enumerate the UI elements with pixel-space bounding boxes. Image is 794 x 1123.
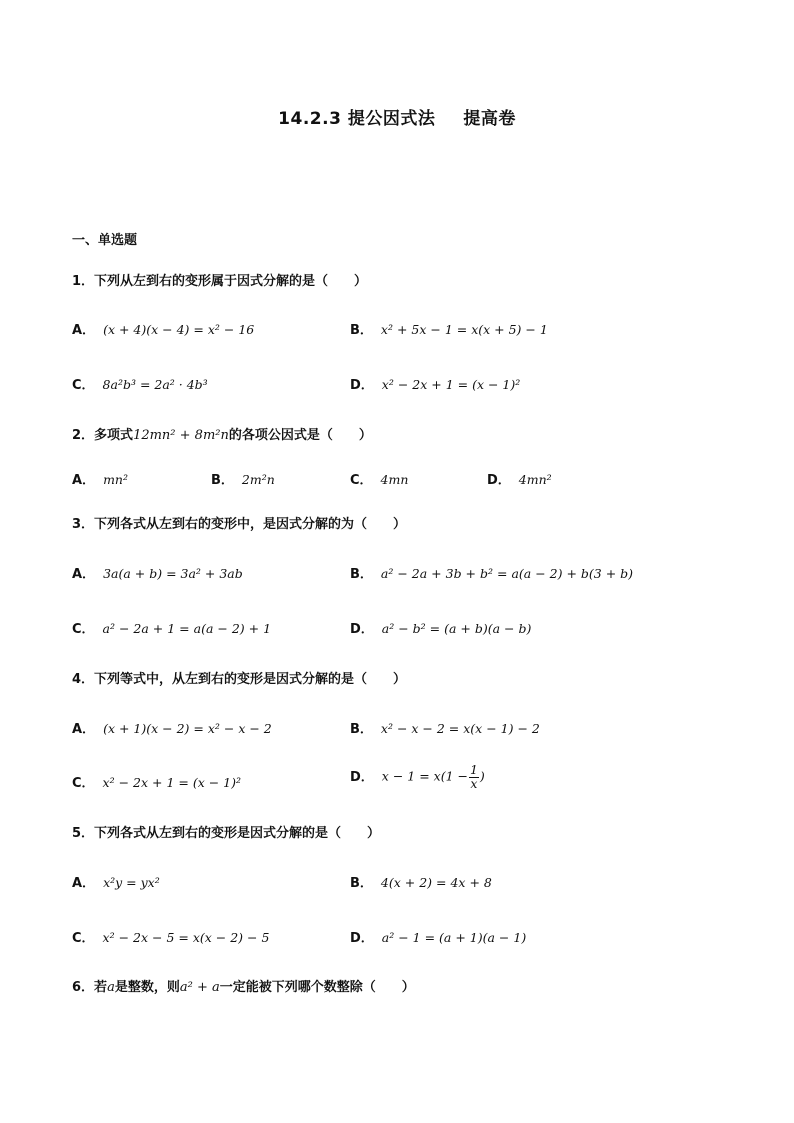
option-label: B． xyxy=(350,722,373,737)
option-math: a² − 2a + 1 = a(a − 2) + 1 xyxy=(102,621,272,636)
q4-option-a xyxy=(72,718,272,737)
q1-option-a xyxy=(72,319,254,338)
q4-option-c xyxy=(72,772,241,791)
q1-option-c xyxy=(72,374,208,393)
option-label: B． xyxy=(211,473,234,488)
option-math: x²y = yx² xyxy=(103,875,160,890)
q5-option-c xyxy=(72,927,269,946)
option-math: x² − 2x + 1 = (x − 1)² xyxy=(381,377,521,392)
fraction xyxy=(469,764,479,790)
option-label: A． xyxy=(72,722,96,737)
q3-option-c xyxy=(72,618,271,637)
q1-option-d xyxy=(350,374,520,393)
option-math: x² + 5x − 1 = x(x + 5) − 1 xyxy=(380,322,548,337)
page-title xyxy=(0,104,794,129)
question-text: 的各项公因式是（ ） xyxy=(228,428,372,443)
q1-option-b xyxy=(350,319,548,338)
option-label: B． xyxy=(350,876,373,891)
question-text: 一定能被下列哪个数整除（ ） xyxy=(219,980,415,995)
question-3 xyxy=(72,513,406,532)
question-text: 下列各式从左到右的变形是因式分解的是（ ） xyxy=(94,826,381,841)
q2-option-b xyxy=(211,469,275,488)
option-math: 2m²n xyxy=(241,472,275,487)
question-number: 5． xyxy=(72,826,95,841)
option-math: x² − x − 2 = x(x − 1) − 2 xyxy=(380,721,540,736)
q2-option-c xyxy=(350,469,408,488)
section-heading: 一、单选题 xyxy=(72,233,138,248)
option-label: C． xyxy=(72,776,95,791)
question-text: 若 xyxy=(94,980,108,995)
option-math: 4mn² xyxy=(518,472,552,487)
title-main: 14.2.3 提公因式法 xyxy=(278,109,436,129)
question-5 xyxy=(72,822,380,841)
option-label: C． xyxy=(72,931,95,946)
option-math: (x + 4)(x − 4) = x² − 16 xyxy=(103,322,255,337)
q5-option-d xyxy=(350,927,526,946)
q4-option-d xyxy=(350,764,485,790)
question-6 xyxy=(72,976,415,995)
option-math: a² − 2a + 3b + b² = a(a − 2) + b(3 + b) xyxy=(380,566,634,581)
fraction-numerator: 1 xyxy=(469,762,478,777)
option-label: D． xyxy=(350,769,374,785)
question-math: 12mn² + 8m²n xyxy=(133,428,229,443)
question-number: 2． xyxy=(72,428,95,443)
option-label: B． xyxy=(350,323,373,338)
option-math: a² − b² = (a + b)(a − b) xyxy=(381,621,532,636)
q2-option-a xyxy=(72,469,128,488)
question-text: 下列等式中，从左到右的变形是因式分解的是（ ） xyxy=(94,672,407,687)
option-math: 3a(a + b) = 3a² + 3ab xyxy=(103,566,243,581)
option-math: x − 1 = x(1 − xyxy=(381,768,468,784)
option-label: A． xyxy=(72,323,96,338)
question-1 xyxy=(72,270,367,289)
question-number: 6． xyxy=(72,980,95,995)
option-label: B． xyxy=(350,567,373,582)
q3-option-b xyxy=(350,563,633,582)
option-math: 4(x + 2) = 4x + 8 xyxy=(380,875,492,890)
question-text: 多项式 xyxy=(94,428,134,443)
question-4 xyxy=(72,668,406,687)
question-number: 4． xyxy=(72,672,95,687)
q2-option-d xyxy=(487,469,552,488)
question-number: 3． xyxy=(72,517,95,532)
option-math: x² − 2x + 1 = (x − 1)² xyxy=(102,775,242,790)
q4-option-b xyxy=(350,718,540,737)
question-2 xyxy=(72,424,372,443)
option-label: A． xyxy=(72,876,96,891)
option-label: D． xyxy=(350,622,374,637)
q3-option-d xyxy=(350,618,531,637)
option-label: D． xyxy=(350,378,374,393)
option-math: (x + 1)(x − 2) = x² − x − 2 xyxy=(103,721,272,736)
q3-option-a xyxy=(72,563,243,582)
option-label: D． xyxy=(350,931,374,946)
q5-option-a xyxy=(72,872,160,891)
question-text: 下列从左到右的变形属于因式分解的是（ ） xyxy=(94,274,368,289)
option-label: C． xyxy=(72,622,95,637)
question-text: 是整数，则 xyxy=(114,980,180,995)
option-label: D． xyxy=(487,473,511,488)
option-label: C． xyxy=(350,473,373,488)
option-math: 8a²b³ = 2a² · 4b³ xyxy=(102,377,208,392)
option-math: a² − 1 = (a + 1)(a − 1) xyxy=(381,930,527,945)
question-math: a² + a xyxy=(179,980,220,995)
question-number: 1． xyxy=(72,274,95,289)
title-sub: 提高卷 xyxy=(463,109,516,129)
question-text: 下列各式从左到右的变形中，是因式分解的为（ ） xyxy=(94,517,407,532)
option-label: C． xyxy=(72,378,95,393)
question-math: a xyxy=(107,980,115,995)
q5-option-b xyxy=(350,872,492,891)
option-math: mn² xyxy=(103,472,128,487)
option-math: x² − 2x − 5 = x(x − 2) − 5 xyxy=(102,930,270,945)
option-math: 4mn xyxy=(380,472,409,487)
option-label: A． xyxy=(72,473,96,488)
option-label: A． xyxy=(72,567,96,582)
fraction-denominator: x xyxy=(470,775,478,791)
option-math-end: ) xyxy=(479,768,485,784)
